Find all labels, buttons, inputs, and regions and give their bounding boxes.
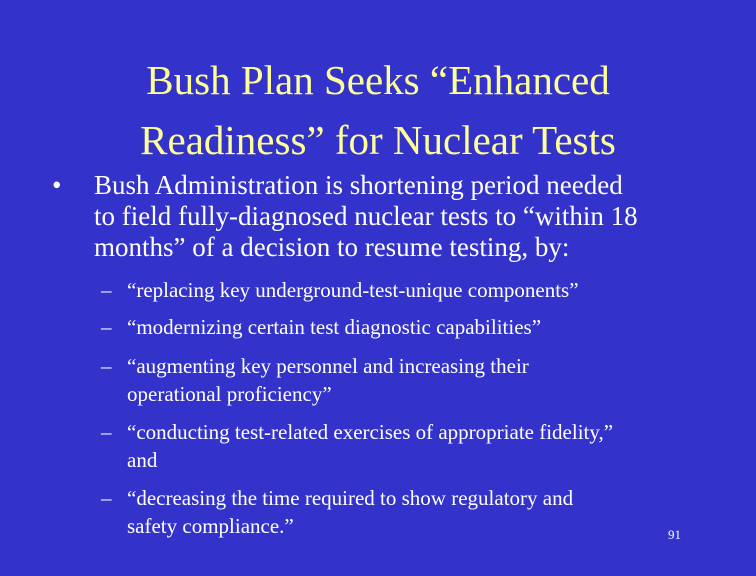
bullet-marker: • xyxy=(52,170,62,200)
sub-bullet-text xyxy=(127,484,737,540)
main-bullet-line: to field fully-diagnosed nuclear tests to “within 18 xyxy=(94,201,638,231)
dash-marker: – xyxy=(101,315,112,339)
sub-bullet-line: operational proficiency” xyxy=(127,382,332,406)
slide-title xyxy=(40,50,716,170)
sub-bullet-line: “conducting test-related exercises of appropriate fidelity,” xyxy=(127,420,614,444)
sub-bullet-line: safety compliance.” xyxy=(127,514,294,538)
sub-bullet-line: “decreasing the time required to show regulatory and xyxy=(127,486,574,510)
sub-bullet-line: “augmenting key personnel and increasing their xyxy=(127,354,529,378)
main-bullet-line: Bush Administration is shortening period needed xyxy=(94,170,623,200)
sub-bullet-line: “modernizing certain test diagnostic capabilities” xyxy=(127,315,542,339)
sub-bullet-text xyxy=(127,352,737,408)
dash-marker: – xyxy=(101,486,112,510)
sub-bullet-text xyxy=(127,276,737,304)
sub-bullet-text xyxy=(127,313,737,341)
dash-marker: – xyxy=(101,354,112,378)
slide-title-line-2: Readiness” for Nuclear Tests xyxy=(140,117,616,163)
sub-bullet-line: and xyxy=(127,448,158,472)
main-bullet-line: months” of a decision to resume testing, by: xyxy=(94,232,570,262)
sub-bullet-text xyxy=(127,418,737,474)
dash-marker: – xyxy=(101,420,112,444)
dash-marker: – xyxy=(101,278,112,302)
sub-bullet-line: “replacing key underground-test-unique components” xyxy=(127,278,579,302)
page-number: 91 xyxy=(668,527,681,542)
main-bullet-text xyxy=(94,170,734,263)
slide-title-line-1: Bush Plan Seeks “Enhanced xyxy=(146,57,610,103)
